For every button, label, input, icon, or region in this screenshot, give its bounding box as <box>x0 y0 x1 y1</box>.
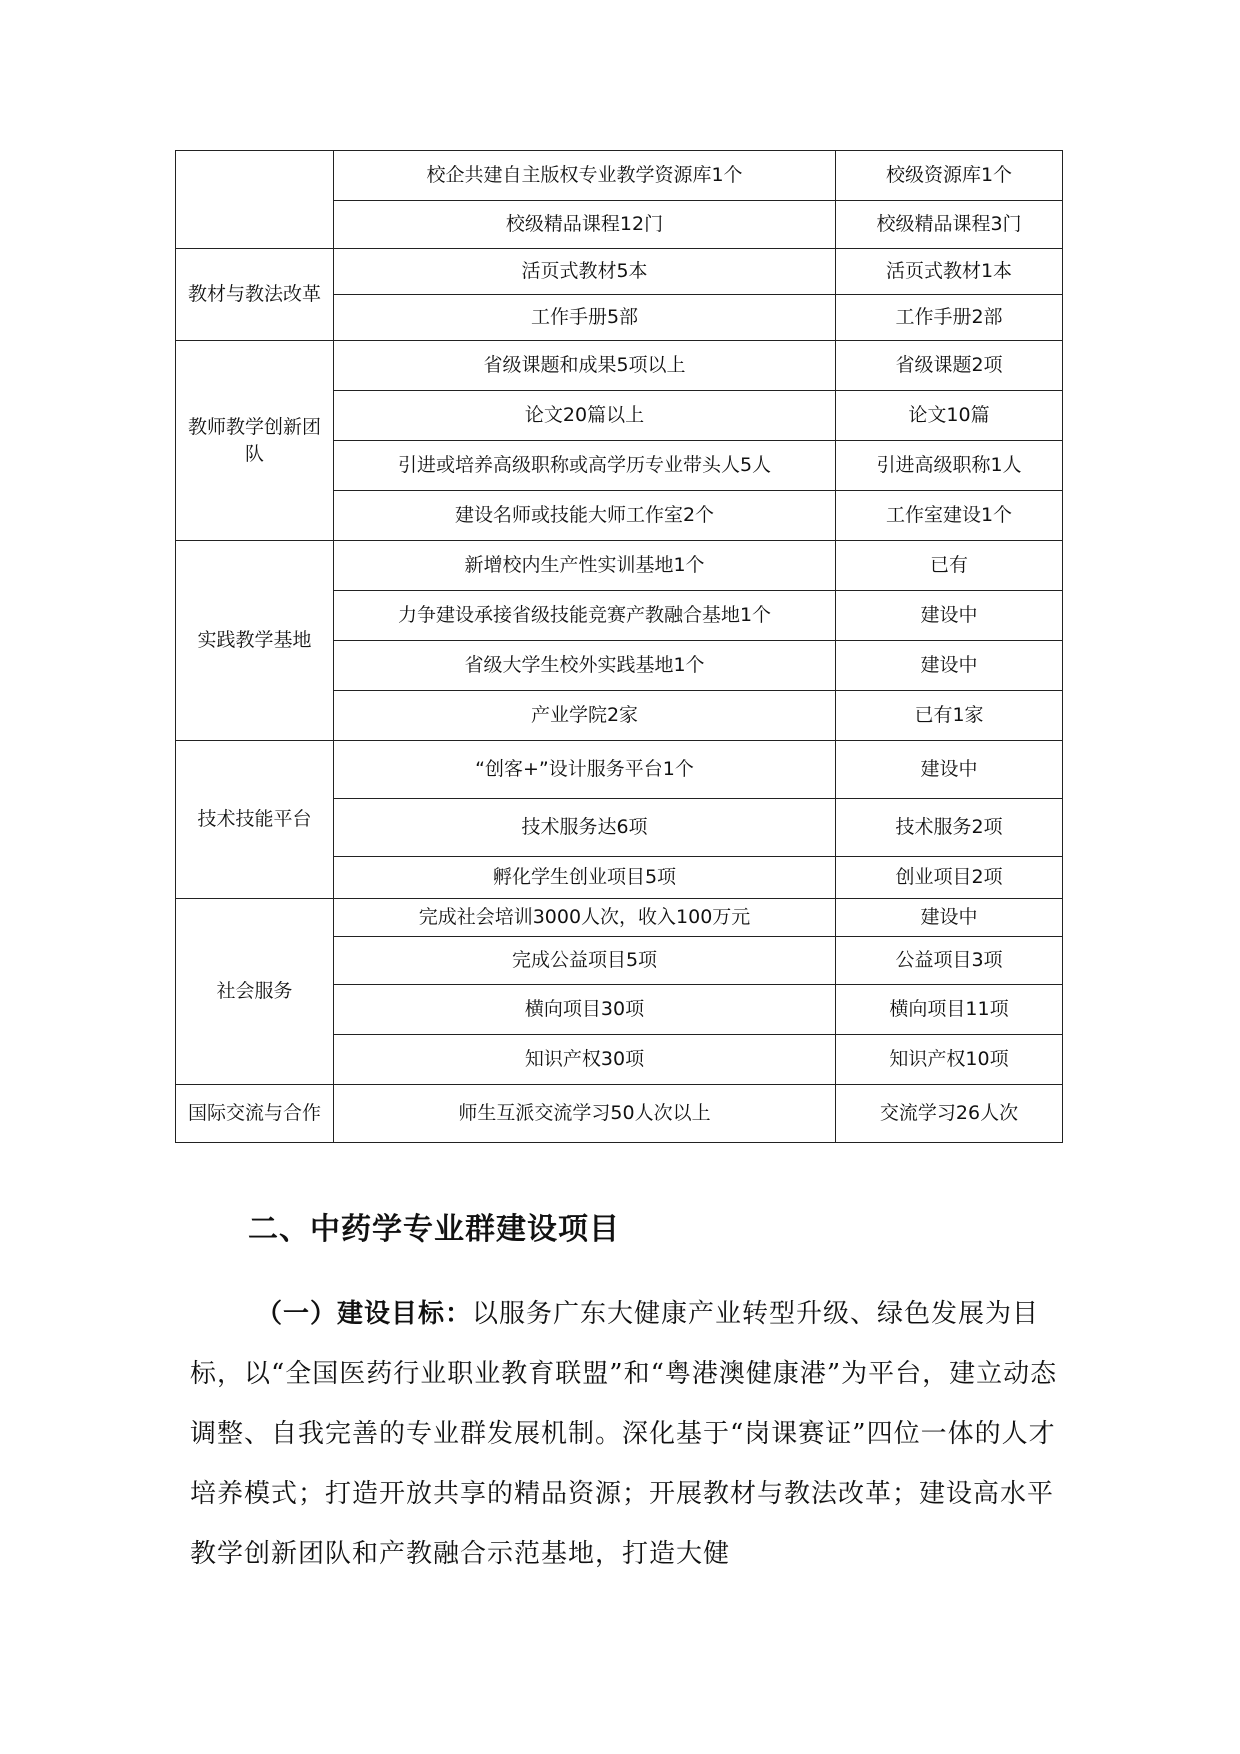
target-cell: 师生互派交流学习50人次以上 <box>334 1085 836 1143</box>
target-cell: 孵化学生创业项目5项 <box>334 857 836 899</box>
target-cell: 校级精品课程12门 <box>334 201 836 249</box>
table-row <box>176 341 1063 391</box>
progress-cell: 技术服务2项 <box>836 799 1063 857</box>
table-row <box>176 899 1063 937</box>
progress-cell: 已有 <box>836 541 1063 591</box>
progress-cell: 创业项目2项 <box>836 857 1063 899</box>
progress-cell: 校级精品课程3门 <box>836 201 1063 249</box>
category-cell: 社会服务 <box>176 899 334 1085</box>
table-row <box>176 741 1063 799</box>
progress-cell: 建设中 <box>836 741 1063 799</box>
progress-cell: 校级资源库1个 <box>836 151 1063 201</box>
body-paragraph <box>190 1284 1080 1584</box>
target-cell: 力争建设承接省级技能竞赛产教融合基地1个 <box>334 591 836 641</box>
progress-cell: 公益项目3项 <box>836 937 1063 985</box>
progress-cell: 工作室建设1个 <box>836 491 1063 541</box>
construction-progress-table <box>175 150 1063 1143</box>
target-cell: 省级大学生校外实践基地1个 <box>334 641 836 691</box>
target-cell: 省级课题和成果5项以上 <box>334 341 836 391</box>
table-row <box>176 541 1063 591</box>
target-cell: 新增校内生产性实训基地1个 <box>334 541 836 591</box>
progress-cell: 工作手册2部 <box>836 295 1063 341</box>
progress-cell: 引进高级职称1人 <box>836 441 1063 491</box>
section-heading: 二、中药学专业群建设项目 <box>248 1212 620 1247</box>
target-cell: “创客+”设计服务平台1个 <box>334 741 836 799</box>
target-cell: 校企共建自主版权专业教学资源库1个 <box>334 151 836 201</box>
table-row <box>176 1085 1063 1143</box>
category-cell: 教师教学创新团队 <box>176 341 334 541</box>
progress-cell: 交流学习26人次 <box>836 1085 1063 1143</box>
target-cell: 完成公益项目5项 <box>334 937 836 985</box>
category-cell: 国际交流与合作 <box>176 1085 334 1143</box>
progress-cell: 建设中 <box>836 591 1063 641</box>
progress-cell: 活页式教材1本 <box>836 249 1063 295</box>
target-cell: 横向项目30项 <box>334 985 836 1035</box>
progress-cell: 建设中 <box>836 641 1063 691</box>
target-cell: 产业学院2家 <box>334 691 836 741</box>
target-cell: 引进或培养高级职称或高学历专业带头人5人 <box>334 441 836 491</box>
target-cell: 知识产权30项 <box>334 1035 836 1085</box>
progress-cell: 知识产权10项 <box>836 1035 1063 1085</box>
target-cell: 完成社会培训3000人次，收入100万元 <box>334 899 836 937</box>
progress-cell: 已有1家 <box>836 691 1063 741</box>
progress-cell: 横向项目11项 <box>836 985 1063 1035</box>
paragraph-text: 以服务广东大健康产业转型升级、绿色发展为目标，以“全国医药行业职业教育联盟”和“粤港澳健康港”为平台，建立动态调整、自我完善的专业群发展机制。深化基于“岗课赛证”四位一体的人才培养模式；打造开放共享的精品资源；开展教材与教法改革；建设高水平教学创新团队和产教融合示范基地，打造大健 <box>190 1299 1058 1569</box>
table-row <box>176 249 1063 295</box>
category-cell: 技术技能平台 <box>176 741 334 899</box>
target-cell: 活页式教材5本 <box>334 249 836 295</box>
progress-cell: 建设中 <box>836 899 1063 937</box>
paragraph-lead: （一）建设目标： <box>256 1299 473 1329</box>
table-row <box>176 151 1063 201</box>
category-cell: 教材与教法改革 <box>176 249 334 341</box>
progress-cell: 省级课题2项 <box>836 341 1063 391</box>
target-cell: 工作手册5部 <box>334 295 836 341</box>
category-cell <box>176 151 334 249</box>
target-cell: 建设名师或技能大师工作室2个 <box>334 491 836 541</box>
category-cell: 实践教学基地 <box>176 541 334 741</box>
target-cell: 论文20篇以上 <box>334 391 836 441</box>
target-cell: 技术服务达6项 <box>334 799 836 857</box>
progress-cell: 论文10篇 <box>836 391 1063 441</box>
